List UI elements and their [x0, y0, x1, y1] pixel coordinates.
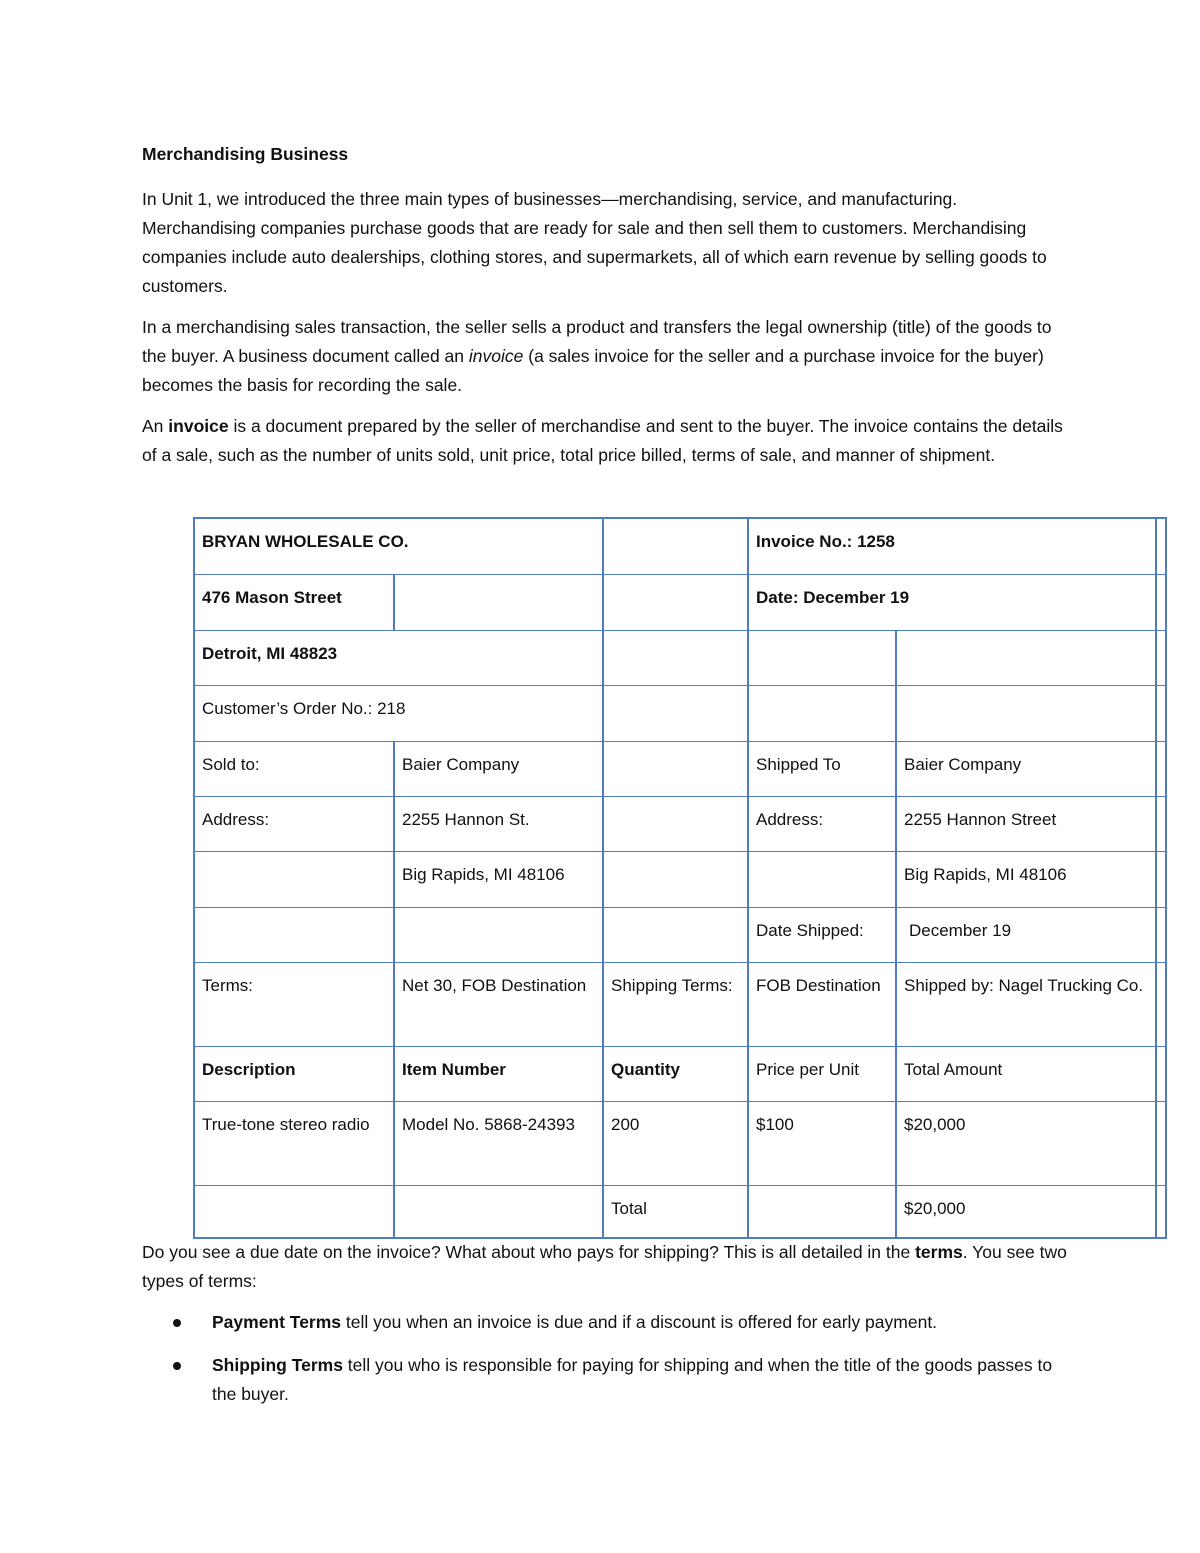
column-description: Description — [202, 1060, 296, 1079]
transaction-paragraph — [142, 313, 1072, 400]
payment-terms-term: Payment Terms — [212, 1312, 342, 1332]
total-label: Total — [602, 1186, 747, 1239]
shipped-by: Shipped by: Nagel Trucking Co. — [895, 963, 1157, 1046]
column-price: Price per Unit — [747, 1047, 895, 1101]
empty-cell — [393, 575, 602, 630]
empty-cell — [602, 686, 747, 741]
empty-cell — [747, 631, 895, 685]
company-street: 476 Mason Street — [202, 588, 342, 607]
date-shipped-label: Date Shipped: — [747, 908, 895, 962]
table-header-row — [195, 1046, 1165, 1101]
table-row — [195, 574, 1165, 630]
item-price: $100 — [747, 1102, 895, 1185]
empty-cell — [602, 575, 747, 630]
intro-paragraph: In Unit 1, we introduced the three main types of businesses—merchandising, service, and manufacturing. Merchandising companies purchase goods that are ready for sale and then sell them to customers. Merchandising companies include auto dealerships, clothing stores, and supermarkets, all of which earn revenue by selling goods to customers. — [142, 189, 1047, 296]
column-item-number: Item Number — [393, 1047, 602, 1101]
invoice-bold: invoice — [168, 416, 229, 436]
item-number: Model No. 5868-24393 — [393, 1102, 602, 1185]
column-quantity: Quantity — [602, 1047, 747, 1101]
terms-text-a: Do you see a due date on the invoice? What about who pays for shipping? This is all detailed in the — [142, 1242, 916, 1262]
table-row — [195, 519, 1165, 574]
document-body — [142, 140, 1072, 482]
sold-address-label: Address: — [202, 810, 270, 829]
empty-cell — [393, 908, 602, 962]
invoice-definition-paragraph — [142, 412, 1072, 470]
ship-city-value: Big Rapids, MI 48106 — [895, 852, 1157, 907]
transaction-text-a: In a merchandising sales transaction, the seller sells a product and transfers the legal ownership (title) of the goods to the buyer. A business document called an — [142, 317, 1052, 366]
shipping-terms-term: Shipping Terms — [212, 1355, 343, 1375]
definition-text-b: is a document prepared by the seller of merchandise and sent to the buyer. The invoice contains the details of a sale, such as the number of units sold, unit price, total price billed, terms of sale, and manner of shipment. — [142, 416, 1063, 465]
empty-cell — [393, 1186, 602, 1239]
terms-value: Net 30, FOB Destination — [393, 963, 602, 1046]
table-row — [195, 741, 1165, 796]
table-row — [195, 907, 1165, 962]
column-total: Total Amount — [895, 1047, 1157, 1101]
transaction-text-b: (a sales invoice for the seller and a purchase invoice for the buyer) becomes the basis for recording the sale. — [142, 346, 1044, 395]
sold-to-value: Baier Company — [393, 742, 602, 796]
invoice-date: Date: December 19 — [747, 575, 1157, 630]
empty-cell — [602, 742, 747, 796]
empty-cell — [195, 1186, 393, 1239]
sold-to-label: Sold to: — [202, 755, 260, 774]
table-row — [195, 851, 1165, 907]
empty-cell — [747, 1186, 895, 1239]
definition-text-a: An — [142, 416, 169, 436]
empty-cell — [747, 686, 895, 741]
item-total: $20,000 — [895, 1102, 1157, 1185]
item-description: True-tone stereo radio — [202, 1115, 370, 1134]
table-row — [195, 962, 1165, 1046]
ship-address-value: 2255 Hannon Street — [895, 797, 1157, 851]
table-row — [195, 1101, 1165, 1185]
terms-bold: terms — [915, 1242, 963, 1262]
invoice-number: Invoice No.: 1258 — [747, 519, 1157, 574]
bullet-icon — [173, 1362, 181, 1370]
table-row — [195, 796, 1165, 851]
table-total-row — [195, 1185, 1165, 1239]
bullet-icon — [173, 1319, 181, 1327]
terms-section — [142, 1238, 1072, 1423]
empty-cell — [602, 519, 747, 574]
invoice-table — [193, 517, 1167, 1239]
empty-cell — [195, 908, 393, 962]
empty-cell — [195, 852, 393, 907]
date-shipped-value: December 19 — [895, 908, 1157, 962]
list-item — [142, 1351, 1072, 1409]
terms-list — [142, 1308, 1072, 1409]
invoice-italic: invoice — [468, 346, 524, 366]
company-city: Detroit, MI 48823 — [202, 644, 338, 663]
shipping-terms-value: FOB Destination — [747, 963, 895, 1046]
shipping-terms-label: Shipping Terms: — [602, 963, 747, 1046]
customer-order-number: Customer’s Order No.: 218 — [202, 699, 406, 718]
sold-address-value: 2255 Hannon St. — [393, 797, 602, 851]
shipped-to-value: Baier Company — [895, 742, 1157, 796]
empty-cell — [895, 686, 1157, 741]
table-row — [195, 685, 1165, 741]
payment-terms-text: tell you when an invoice is due and if a discount is offered for early payment. — [341, 1312, 938, 1332]
company-name: BRYAN WHOLESALE CO. — [202, 532, 409, 551]
shipped-to-label: Shipped To — [747, 742, 895, 796]
ship-address-label: Address: — [747, 797, 895, 851]
empty-cell — [602, 852, 747, 907]
terms-label: Terms: — [202, 976, 253, 995]
item-quantity: 200 — [602, 1102, 747, 1185]
page-title: Merchandising Business — [142, 144, 349, 164]
empty-cell — [602, 797, 747, 851]
table-row — [195, 630, 1165, 685]
total-value: $20,000 — [895, 1186, 1157, 1239]
empty-cell — [602, 631, 747, 685]
shipping-terms-text: tell you who is responsible for paying for shipping and when the title of the goods passes to the buyer. — [212, 1355, 1053, 1404]
sold-city-value: Big Rapids, MI 48106 — [393, 852, 602, 907]
list-item — [142, 1308, 1072, 1337]
empty-cell — [895, 631, 1157, 685]
terms-paragraph — [142, 1238, 1072, 1296]
empty-cell — [602, 908, 747, 962]
empty-cell — [747, 852, 895, 907]
terms-text-b: . You see two types of terms: — [142, 1242, 1067, 1291]
